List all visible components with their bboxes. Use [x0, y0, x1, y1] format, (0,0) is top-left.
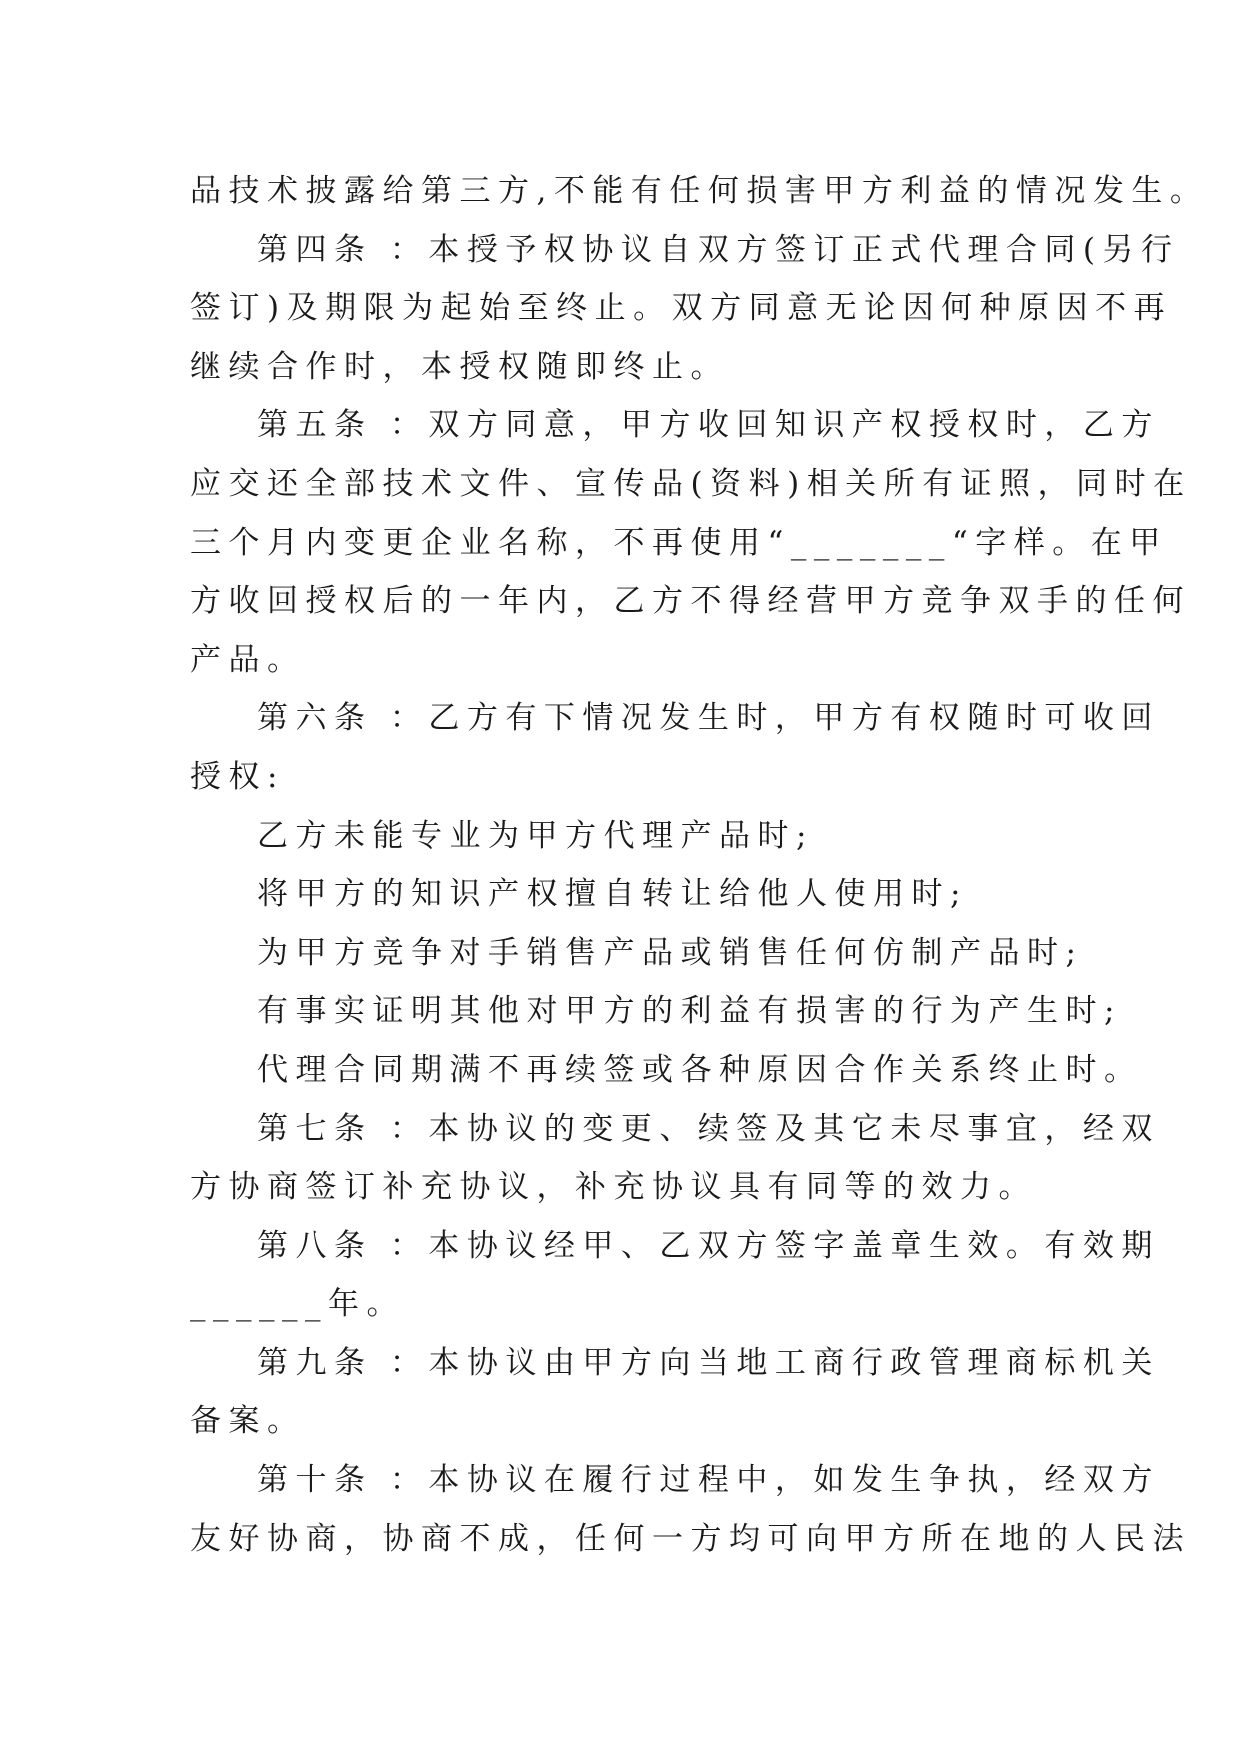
text-line: 签订)及期限为起始至终止。双方同意无论因何种原因不再 [190, 290, 1173, 327]
text-line: 方协商签订补充协议，补充协议具有同等的效力。 [190, 1169, 1037, 1206]
text-line: ______年。 [190, 1286, 405, 1323]
document-body [190, 162, 1209, 1568]
text-line: 第五条 ：双方同意，甲方收回知识产权授权时，乙方 [257, 407, 1160, 444]
text-line: 产品。 [190, 641, 306, 678]
text-line: 第七条 ：本协议的变更、续签及其它未尽事宜，经双 [257, 1110, 1160, 1147]
text-line: 备案。 [190, 1403, 306, 1440]
text-line: 第四条 ：本授予权协议自双方签订正式代理合同(另行 [257, 231, 1180, 268]
text-line: 第九条 ：本协议由甲方向当地工商行政管理商标机关 [257, 1344, 1160, 1381]
text-line: 为甲方竞争对手销售产品或销售任何仿制产品时; [257, 934, 1084, 971]
text-line: 方收回授权后的一年内，乙方不得经营甲方竞争双手的任何 [190, 583, 1191, 620]
text-line: 应交还全部技术文件、宣传品(资料)相关所有证照，同时在 [190, 465, 1192, 502]
text-line: 友好协商，协商不成，任何一方均可向甲方所在地的人民法 [190, 1520, 1191, 1557]
text-line: 三个月内变更企业名称，不再使用“_______“字样。在甲 [190, 524, 1168, 561]
text-line: 继续合作时，本授权随即终止。 [190, 348, 729, 385]
text-line: 品技术披露给第三方,不能有任何损害甲方利益的情况发生。 [190, 173, 1209, 209]
text-line: 第十条 ：本协议在履行过程中，如发生争执，经双方 [257, 1462, 1160, 1499]
text-line: 第六条 ：乙方有下情况发生时，甲方有权随时可收回 [257, 700, 1160, 737]
text-line: 将甲方的知识产权擅自转让给他人使用时; [257, 876, 968, 913]
text-line: 有事实证明其他对甲方的利益有损害的行为产生时; [257, 993, 1122, 1030]
text-line: 代理合同期满不再续签或各种原因合作关系终止时。 [257, 1051, 1143, 1088]
text-line: 第八条 ：本协议经甲、乙双方签字盖章生效。有效期 [257, 1227, 1160, 1264]
text-line: 授权: [190, 758, 285, 795]
text-line: 乙方未能专业为甲方代理产品时; [257, 817, 814, 854]
